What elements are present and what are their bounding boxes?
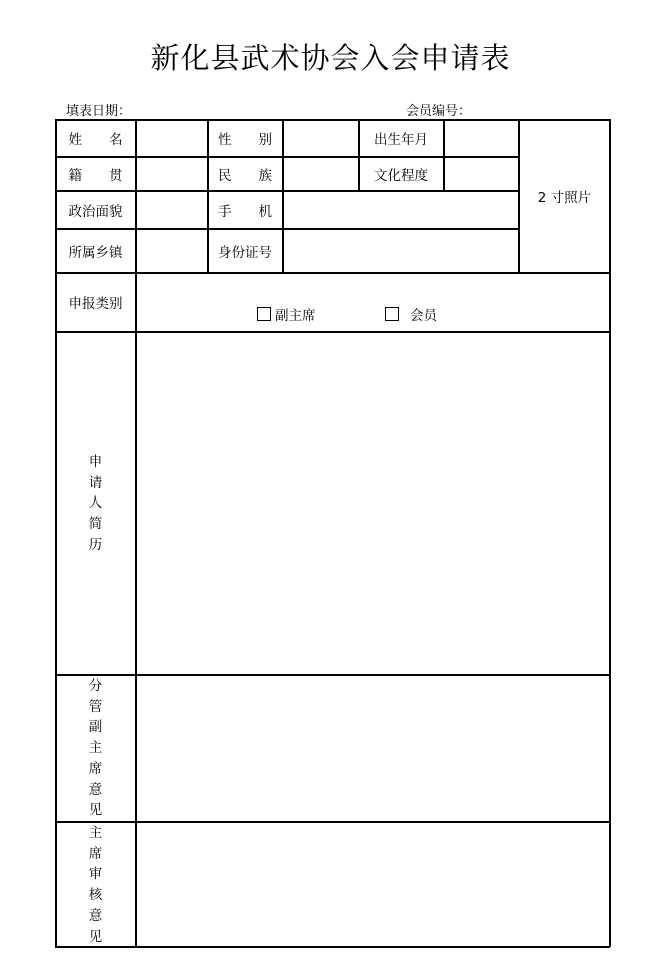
name-label: 姓 名 <box>68 132 123 148</box>
education-label: 文化程度 <box>374 167 428 184</box>
vice-chair-opinion-label <box>56 676 135 821</box>
fill-date-label: 填表日期： <box>66 104 132 119</box>
ethnicity-label: 民 族 <box>218 167 272 184</box>
resume-label-char: 申 <box>88 454 103 470</box>
vice-opinion-label-char: 主 <box>88 740 103 757</box>
vice-chair-option-label: 副主席 <box>275 308 316 324</box>
vice-opinion-label-char: 席 <box>88 760 103 777</box>
vice-opinion-label-char: 见 <box>88 802 103 819</box>
chair-opinion-label-char: 审 <box>88 866 103 883</box>
gender-label: 性 别 <box>218 132 272 148</box>
chair-opinion-label-char: 核 <box>88 887 103 904</box>
chair-opinion-label-char: 见 <box>88 928 103 945</box>
resume-label-char: 历 <box>88 536 103 553</box>
category-option-member[interactable] <box>385 304 437 324</box>
vice-opinion-label-char: 意 <box>88 781 103 798</box>
id-number-label: 身份证号 <box>218 244 272 261</box>
birth-date-field[interactable] <box>445 121 518 156</box>
native-place-label: 籍 贯 <box>68 167 123 184</box>
photo-label: 2 寸照片 <box>537 190 592 206</box>
vice-opinion-label-char: 分 <box>88 678 103 694</box>
political-status-field[interactable] <box>137 192 207 228</box>
resume-field[interactable] <box>137 333 609 674</box>
category-option-vice-chair[interactable] <box>257 304 316 324</box>
phone-label: 手 机 <box>218 203 272 220</box>
table-border-bottom <box>55 946 610 948</box>
chair-opinion-label-char: 席 <box>88 845 103 862</box>
chair-review-opinion-label <box>56 823 135 947</box>
resume-label-char: 简 <box>88 516 103 533</box>
id-number-field[interactable] <box>284 230 518 272</box>
phone-field[interactable] <box>284 192 518 228</box>
name-field[interactable] <box>137 121 207 156</box>
member-number-label: 会员编号： <box>406 104 472 119</box>
resume-label-char: 请 <box>88 474 103 491</box>
political-status-label: 政治面貌 <box>68 203 123 220</box>
birth-date-label: 出生年月 <box>374 132 428 148</box>
chair-opinion-label-char: 主 <box>88 825 103 841</box>
township-field[interactable] <box>137 230 207 272</box>
checkbox-member[interactable] <box>385 307 399 321</box>
chair-review-opinion-field[interactable] <box>137 823 609 946</box>
resume-label-char: 人 <box>88 495 103 512</box>
row-divider <box>55 272 610 274</box>
category-label: 申报类别 <box>68 296 123 312</box>
vice-chair-opinion-field[interactable] <box>137 676 609 821</box>
native-place-field[interactable] <box>137 158 207 190</box>
chair-opinion-label-char: 意 <box>88 907 103 924</box>
checkbox-vice-chair[interactable] <box>257 307 271 321</box>
education-field[interactable] <box>445 158 518 190</box>
member-option-label: 会员 <box>410 308 437 324</box>
vice-opinion-label-char: 管 <box>88 698 103 715</box>
ethnicity-field[interactable] <box>284 158 358 190</box>
resume-label <box>56 452 135 556</box>
vice-opinion-label-char: 副 <box>88 719 103 736</box>
document-title: 新化县武术协会入会申请表 <box>150 41 511 75</box>
gender-field[interactable] <box>284 121 358 156</box>
township-label: 所属乡镇 <box>68 244 123 261</box>
table-border-right <box>609 119 611 947</box>
